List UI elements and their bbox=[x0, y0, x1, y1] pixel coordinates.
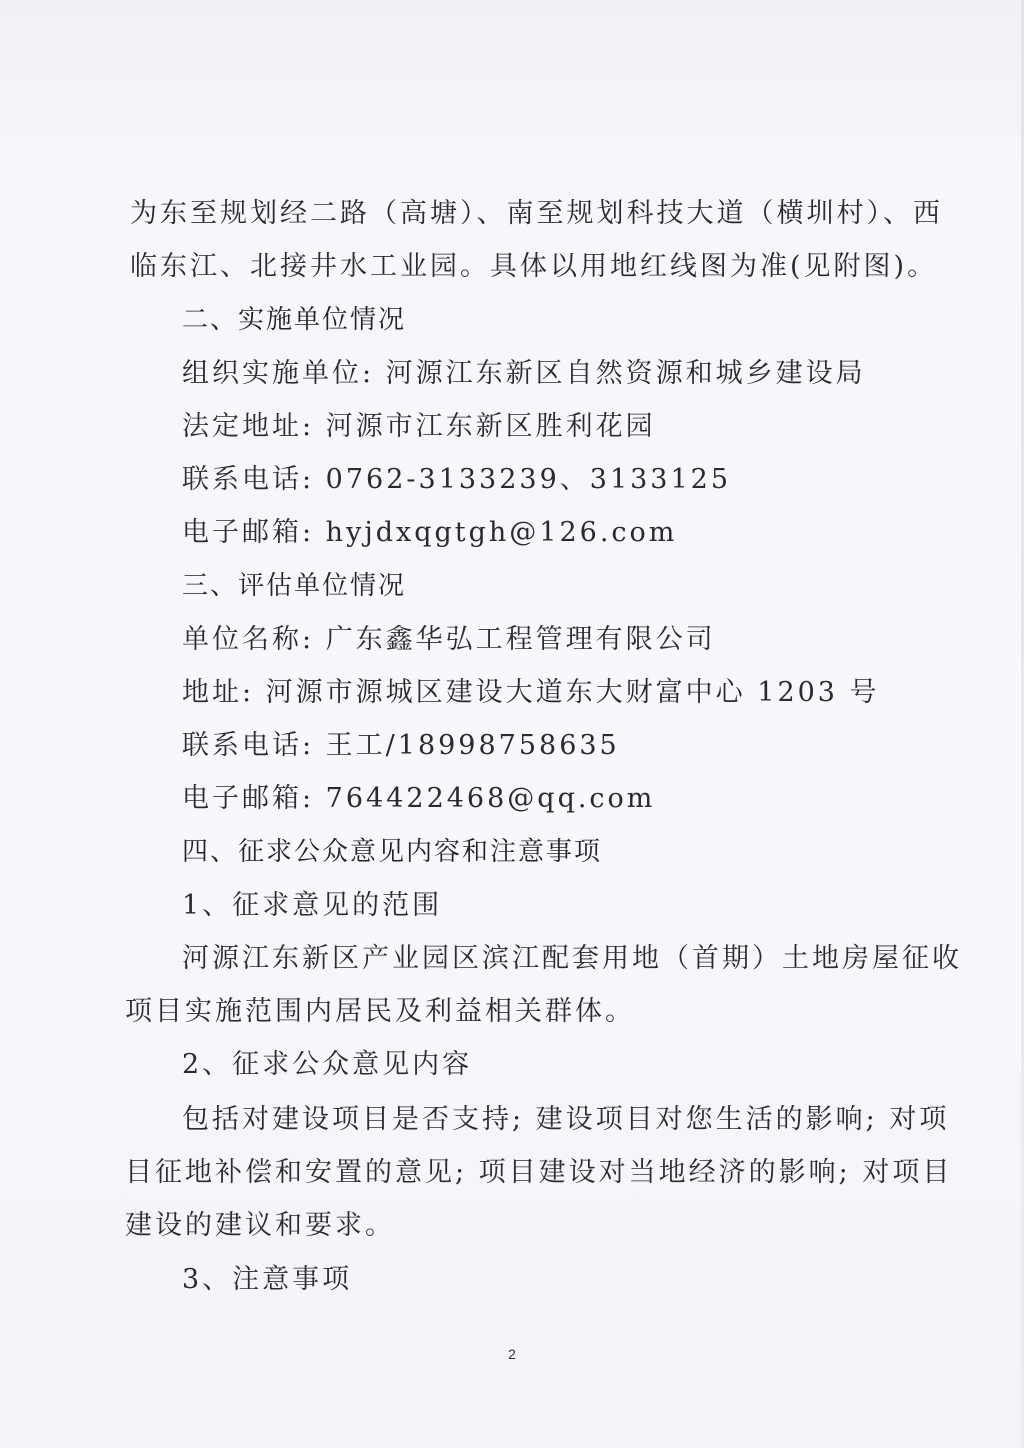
paragraph-line: 建设的建议和要求。 bbox=[125, 1210, 395, 1241]
subsection-title: 2、征求公众意见内容 bbox=[182, 1049, 473, 1080]
subsection-title: 1、征求意见的范围 bbox=[182, 890, 443, 921]
paragraph-line: 项目实施范围内居民及利益相关群体。 bbox=[125, 996, 635, 1027]
page-number: 2 bbox=[508, 1346, 516, 1362]
phone-line: 联系电话: 王工/18998758635 bbox=[182, 730, 620, 761]
subsection-title: 3、注意事项 bbox=[182, 1264, 353, 1295]
paragraph-line: 为东至规划经二路（高塘）、南至规划科技大道（横圳村）、西 bbox=[130, 198, 943, 229]
paragraph-line: 河源江东新区产业园区滨江配套用地（首期）土地房屋征收 bbox=[182, 943, 962, 974]
address-line: 法定地址: 河源市江东新区胜利花园 bbox=[182, 411, 656, 442]
email-line: 电子邮箱: hyjdxqgtgh@126.com bbox=[182, 517, 678, 548]
phone-line: 联系电话: 0762-3133239、3133125 bbox=[182, 464, 732, 495]
email-line: 电子邮箱: 764422468@qq.com bbox=[182, 783, 656, 814]
paragraph-line: 临东江、北接井水工业园。具体以用地红线图为准(见附图)。 bbox=[130, 251, 938, 282]
paragraph-line: 目征地补偿和安置的意见; 项目建设对当地经济的影响; 对项目 bbox=[125, 1157, 953, 1188]
section-heading: 三、评估单位情况 bbox=[182, 571, 407, 601]
company-name-line: 单位名称: 广东鑫华弘工程管理有限公司 bbox=[182, 624, 716, 655]
address-line: 地址: 河源市源城区建设大道东大财富中心 1203 号 bbox=[182, 677, 880, 708]
section-heading: 二、实施单位情况 bbox=[182, 305, 407, 335]
section-heading: 四、征求公众意见内容和注意事项 bbox=[182, 837, 603, 867]
org-line: 组织实施单位: 河源江东新区自然资源和城乡建设局 bbox=[182, 358, 866, 389]
paragraph-line: 包括对建设项目是否支持; 建设项目对您生活的影响; 对项 bbox=[182, 1104, 950, 1135]
